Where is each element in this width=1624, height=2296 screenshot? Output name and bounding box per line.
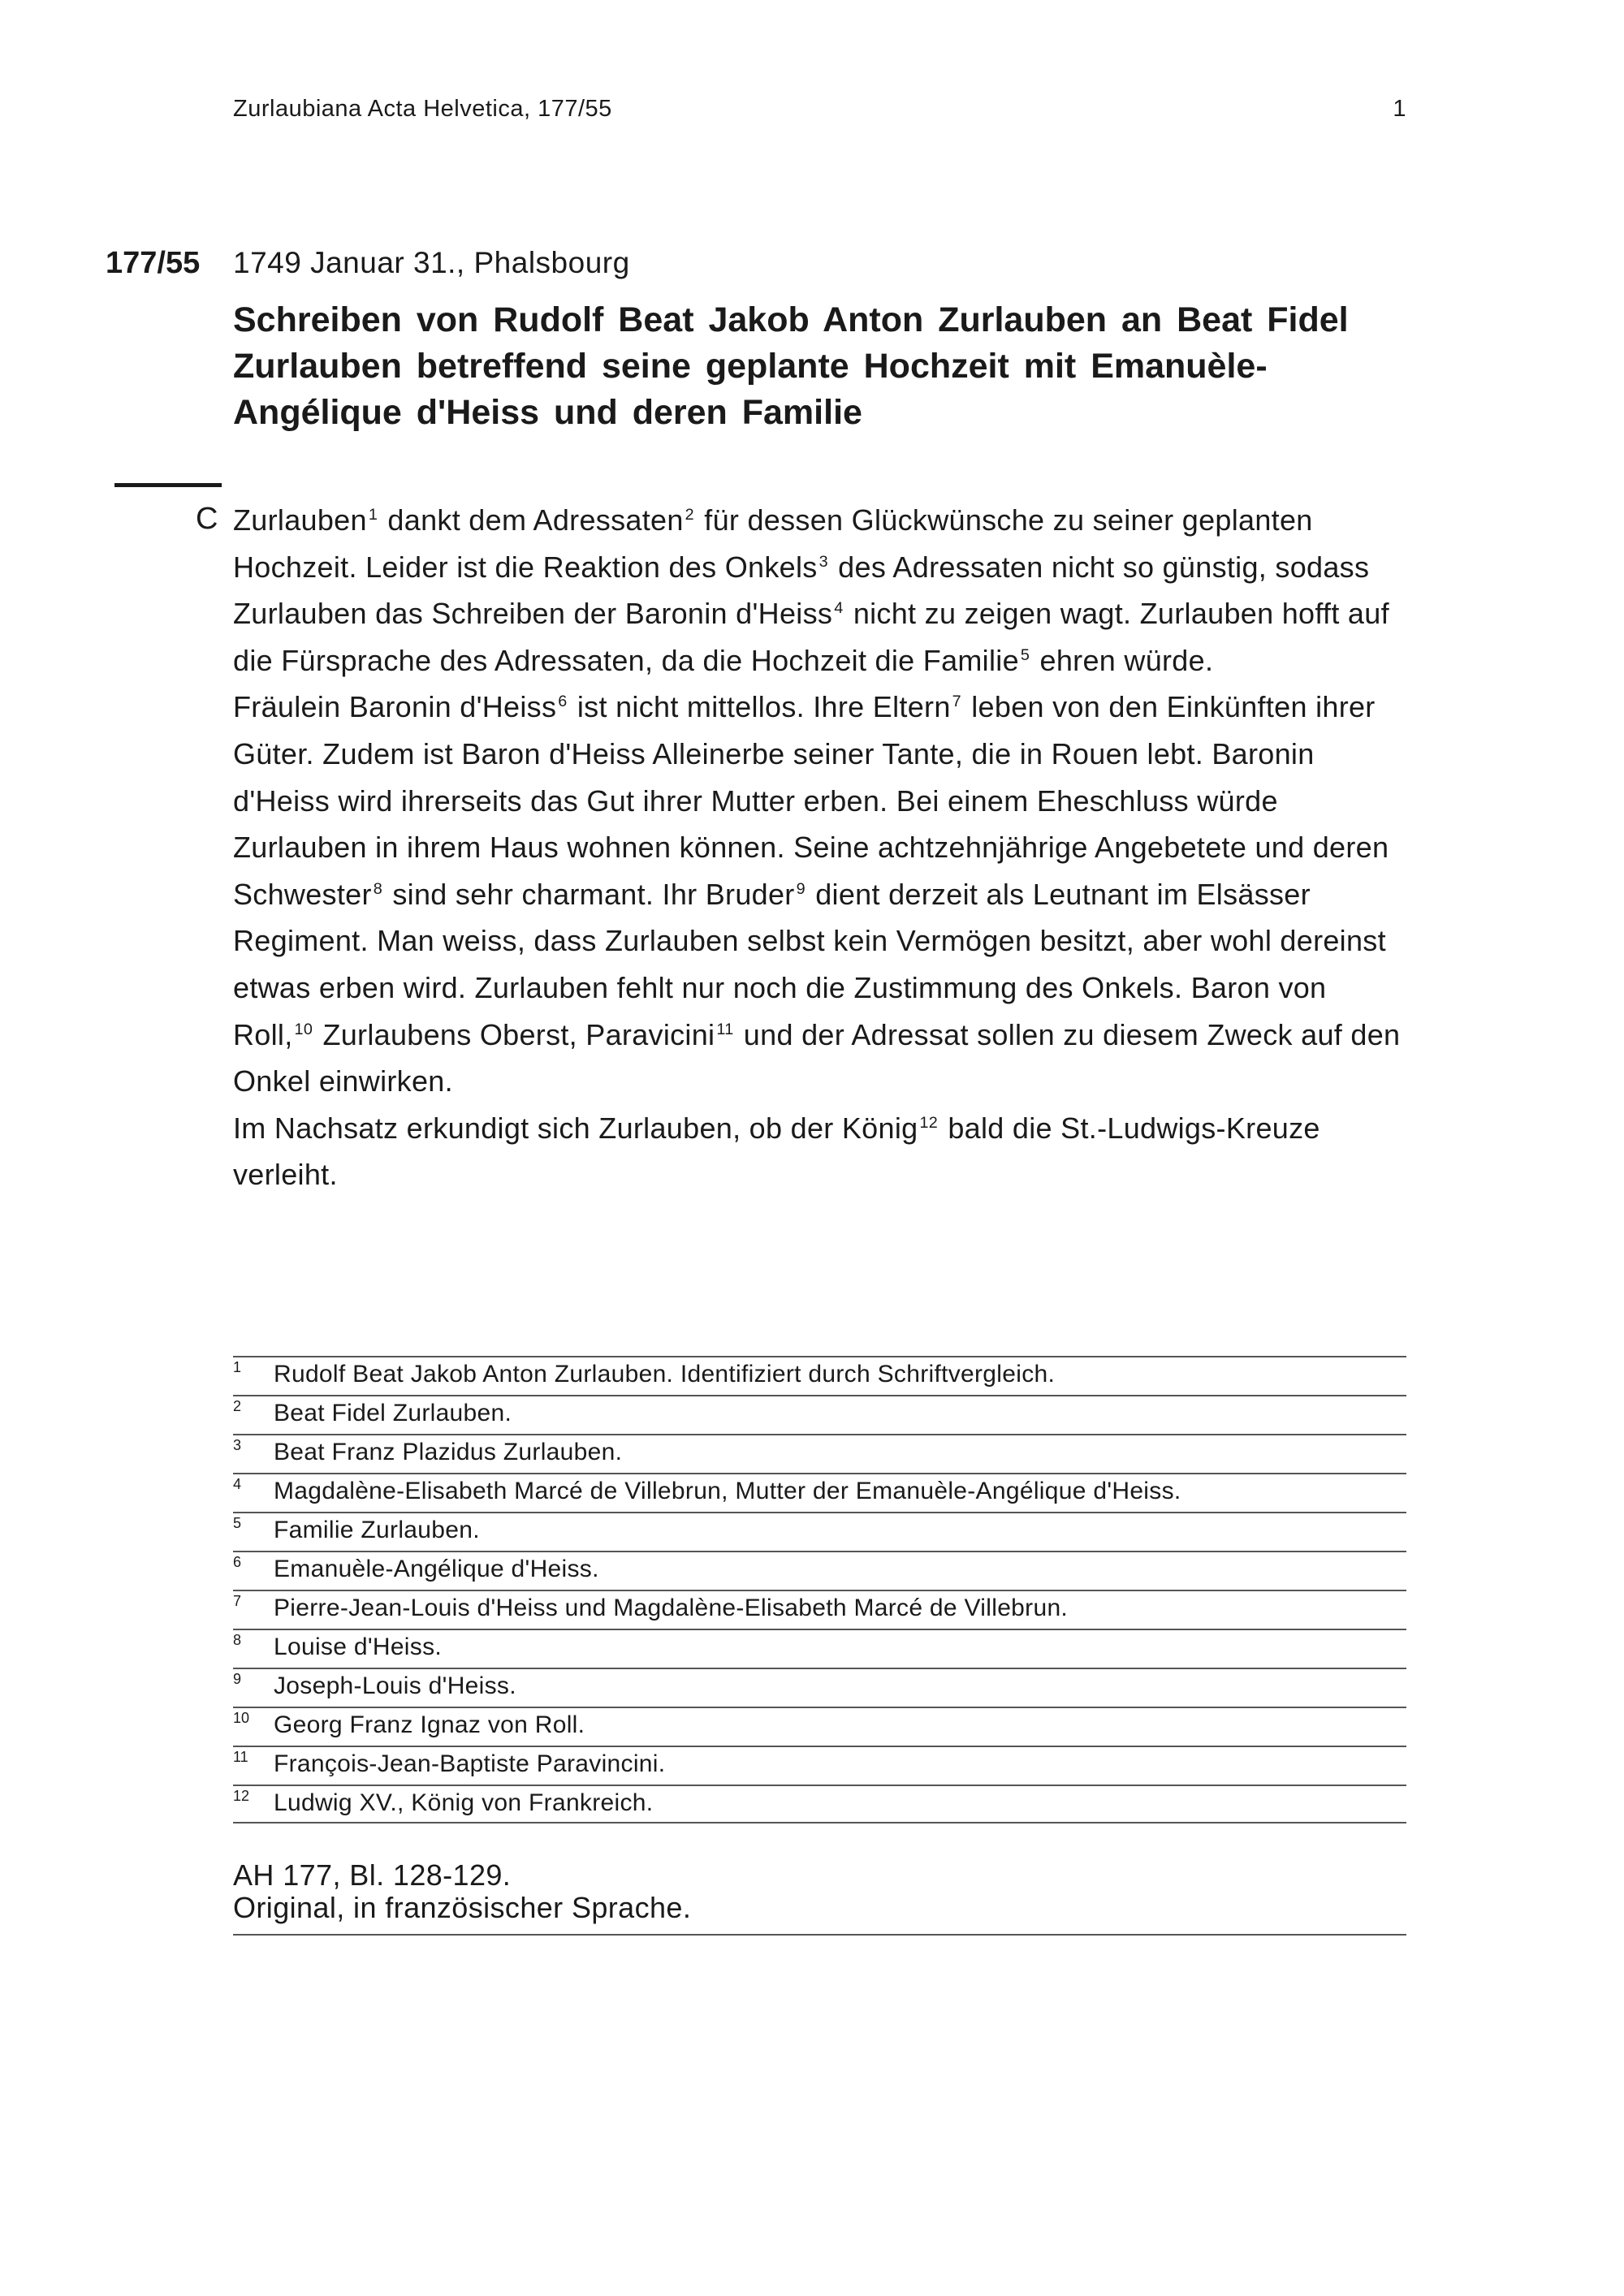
footnote-number: 11 bbox=[233, 1749, 248, 1765]
footnote-number: 3 bbox=[233, 1437, 242, 1453]
text: Im Nachsatz erkundigt sich Zurlauben, ob der König bbox=[233, 1111, 918, 1145]
footnote-ref-4[interactable]: 4 bbox=[834, 599, 844, 618]
footnote bbox=[233, 1356, 1406, 1395]
text: Fräulein Baronin d'Heiss bbox=[233, 690, 557, 724]
footnote-text: François-Jean-Baptiste Paravincini. bbox=[274, 1750, 666, 1777]
footnote-number: 1 bbox=[233, 1359, 242, 1375]
text: für dessen Glückwünsche zu seiner geplanten Hochzeit. Leider ist die Reaktion des Onkels bbox=[233, 503, 1313, 584]
footnote bbox=[233, 1434, 1406, 1473]
footnote-number: 10 bbox=[233, 1710, 250, 1726]
summary-paragraph-1 bbox=[233, 497, 1410, 684]
date-place: 1749 Januar 31., Phalsbourg bbox=[233, 246, 630, 279]
text: Zurlauben bbox=[233, 503, 367, 537]
footnote bbox=[233, 1551, 1406, 1590]
summary-paragraph-3 bbox=[233, 1105, 1410, 1198]
document-id: 177/55 bbox=[106, 246, 201, 280]
margin-rule bbox=[114, 483, 222, 487]
footnote-number: 6 bbox=[233, 1554, 242, 1570]
footnote-text: Familie Zurlauben. bbox=[274, 1517, 480, 1543]
footnote-text: Pierre-Jean-Louis d'Heiss und Magdalène-Elisabeth Marcé de Villebrun. bbox=[274, 1595, 1069, 1621]
summary-paragraph-2 bbox=[233, 684, 1410, 1104]
text: des Adressaten nicht so günstig, sodass Zurlauben das Schreiben der Baronin d'Heiss bbox=[233, 550, 1370, 631]
running-header bbox=[233, 96, 1406, 123]
footnote-text: Joseph-Louis d'Heiss. bbox=[274, 1672, 516, 1699]
footnote-ref-11[interactable]: 11 bbox=[716, 1020, 734, 1038]
footnote-number: 4 bbox=[233, 1476, 242, 1492]
text: und der Adressat sollen zu diesem Zweck auf den Onkel einwirken. bbox=[233, 1017, 1401, 1098]
footnote bbox=[233, 1512, 1406, 1551]
text: bald die St.-Ludwigs-Kreuze verleiht. bbox=[233, 1111, 1320, 1192]
footnote bbox=[233, 1785, 1406, 1823]
footnote-ref-1[interactable]: 1 bbox=[368, 506, 378, 524]
footnotes bbox=[233, 1356, 1406, 1823]
summary bbox=[233, 497, 1410, 1198]
footnote bbox=[233, 1395, 1406, 1434]
footnote-number: 9 bbox=[233, 1671, 242, 1687]
footnote-text: Magdalène-Elisabeth Marcé de Villebrun, Mutter der Emanuèle-Angélique d'Heiss. bbox=[274, 1478, 1181, 1504]
source-note: Original, in französischer Sprache. bbox=[233, 1891, 692, 1924]
footnote-text: Louise d'Heiss. bbox=[274, 1634, 442, 1660]
text: sind sehr charmant. Ihr Bruder bbox=[384, 877, 795, 911]
footnote-ref-5[interactable]: 5 bbox=[1020, 645, 1030, 664]
side-mark: C bbox=[196, 502, 218, 536]
text: ehren würde. bbox=[1031, 643, 1214, 677]
document-title: Schreiben von Rudolf Beat Jakob Anton Zurlauben an Beat Fidel Zurlauben betreffend seine geplante Hochzeit mit Emanuèle-Angélique d'Heiss und deren Familie bbox=[233, 300, 1349, 432]
footnote-number: 12 bbox=[233, 1788, 250, 1804]
footnote-text: Ludwig XV., König von Frankreich. bbox=[274, 1789, 654, 1816]
source-info bbox=[233, 1859, 1406, 1936]
footnote-number: 2 bbox=[233, 1398, 242, 1414]
footnote-text: Georg Franz Ignaz von Roll. bbox=[274, 1711, 585, 1738]
footnote-ref-12[interactable]: 12 bbox=[919, 1113, 939, 1132]
footnote bbox=[233, 1707, 1406, 1746]
text: ist nicht mittellos. Ihre Eltern bbox=[568, 690, 951, 724]
footnote-ref-8[interactable]: 8 bbox=[373, 879, 383, 898]
footnote-ref-6[interactable]: 6 bbox=[558, 693, 568, 711]
footnote-ref-7[interactable]: 7 bbox=[952, 693, 961, 711]
running-title: Zurlaubiana Acta Helvetica, 177/55 bbox=[233, 96, 612, 122]
page-number: 1 bbox=[1393, 96, 1406, 122]
footnote-ref-10[interactable]: 10 bbox=[294, 1020, 313, 1038]
footnote-text: Beat Fidel Zurlauben. bbox=[274, 1400, 512, 1426]
text: leben von den Einkünften ihrer Güter. Zudem ist Baron d'Heiss Alleinerbe seiner Tante, die in Rouen lebt. Baronin d'Heiss wird ihrerseits das Gut ihrer Mutter erben. Bei einem Eheschluss würde Zurlauben in ihrem Haus wohnen können. Seine achtzehnjährige Angebetete und deren Schwester bbox=[233, 690, 1389, 911]
footnote-ref-2[interactable]: 2 bbox=[685, 506, 694, 524]
text: dient derzeit als Leutnant im Elsässer Regiment. Man weiss, dass Zurlauben selbst kein Vermögen besitzt, aber wohl dereinst etwas erben wird. Zurlauben fehlt nur noch die Zustimmung des Onkels. Baron von Roll, bbox=[233, 877, 1386, 1051]
footnote-text: Emanuèle-Angélique d'Heiss. bbox=[274, 1556, 599, 1582]
footnote bbox=[233, 1668, 1406, 1707]
footnote-text: Rudolf Beat Jakob Anton Zurlauben. Identifiziert durch Schriftvergleich. bbox=[274, 1361, 1056, 1388]
text: dankt dem Adressaten bbox=[379, 503, 684, 537]
footnote-number: 8 bbox=[233, 1632, 242, 1648]
footnote bbox=[233, 1590, 1406, 1629]
text: nicht zu zeigen wagt. Zurlauben hofft auf die Fürsprache des Adressaten, da die Hochzeit die Familie bbox=[233, 597, 1389, 677]
footnote-text: Beat Franz Plazidus Zurlauben. bbox=[274, 1439, 623, 1465]
archive-reference: AH 177, Bl. 128-129. bbox=[233, 1858, 512, 1892]
footnote-ref-3[interactable]: 3 bbox=[818, 552, 828, 571]
text: Zurlaubens Oberst, Paravicini bbox=[314, 1017, 715, 1051]
footnote-number: 5 bbox=[233, 1515, 242, 1531]
footnote bbox=[233, 1746, 1406, 1785]
footnote bbox=[233, 1473, 1406, 1512]
footnote-number: 7 bbox=[233, 1593, 242, 1609]
footnote-ref-9[interactable]: 9 bbox=[796, 879, 806, 898]
footnote bbox=[233, 1629, 1406, 1668]
